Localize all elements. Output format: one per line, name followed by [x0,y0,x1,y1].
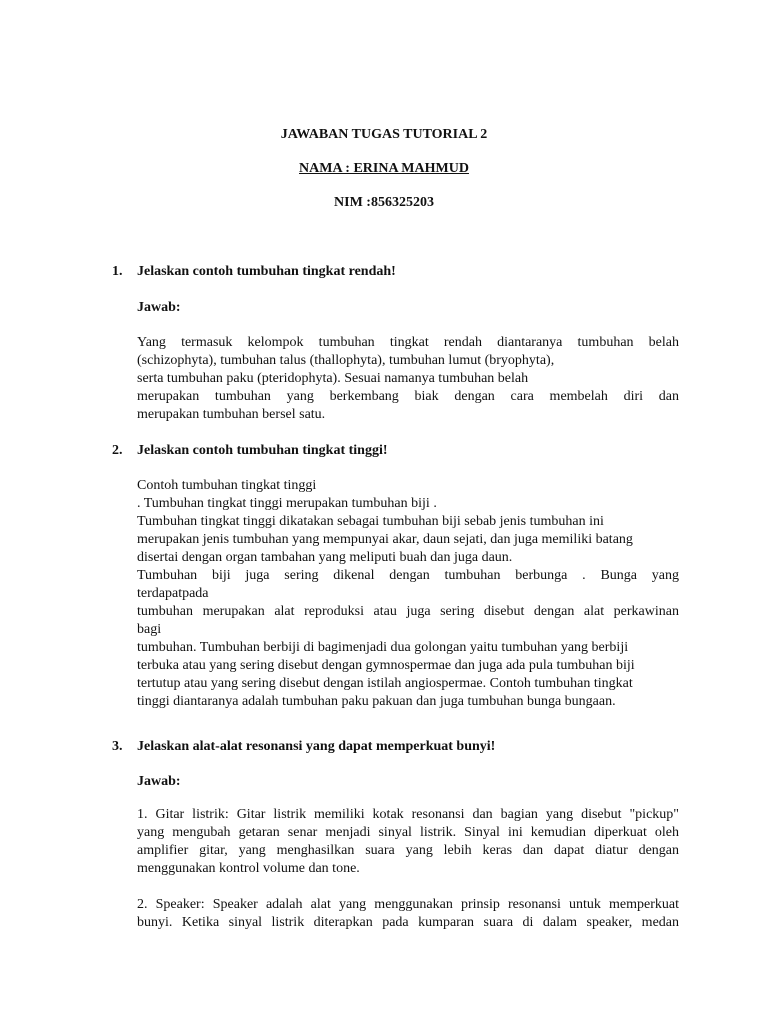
answer-1-body [137,334,679,424]
answer-line: merupakan jenis tumbuhan yang mempunyai akar, daun sejati, dan juga memiliki batang [137,532,633,547]
student-name: NAMA : ERINA MAHMUD [299,161,469,176]
answer-line: Contoh tumbuhan tingkat tinggi [137,478,317,493]
answer-line: Tumbuhan tingkat tinggi dikatakan sebagai tumbuhan biji sebab jenis tumbuhan ini [137,514,604,529]
answer-line: tertutup atau yang sering disebut dengan istilah angiospermae. Contoh tumbuhan tingkat [137,676,633,691]
answer-label: Jawab: [137,774,181,789]
answer-line: terbuka atau yang sering disebut dengan gymnospermae dan juga ada pula tumbuhan biji [137,658,635,673]
answer-line: 2. Speaker: Speaker adalah alat yang menggunakan prinsip resonansi untuk memperkuat [137,897,679,912]
answer-line: Tumbuhan biji juga sering dikenal dengan tumbuhan berbunga . Bunga yang [137,568,679,583]
answer-line: (schizophyta), tumbuhan talus (thallophyta), tumbuhan lumut (bryophyta), [137,353,555,368]
answer-3-para-1 [137,806,679,878]
answer-line: Yang termasuk kelompok tumbuhan tingkat rendah diantaranya tumbuhan belah [137,335,679,350]
question-text: Jelaskan alat-alat resonansi yang dapat memperkuat bunyi! [137,739,496,754]
student-nim: NIM :856325203 [334,195,434,210]
answer-line: amplifier gitar, yang menghasilkan suara yang lebih keras dan dapat diatur dengan [137,843,679,858]
answer-line: merupakan tumbuhan yang berkembang biak dengan cara membelah diri dan [137,389,679,404]
answer-line: tumbuhan. Tumbuhan berbiji di bagimenjadi dua golongan yaitu tumbuhan yang berbiji [137,640,629,655]
question-text: Jelaskan contoh tumbuhan tingkat tinggi! [137,443,388,458]
answer-line: tumbuhan merupakan alat reproduksi atau juga sering disebut dengan alat perkawinan [137,604,679,619]
answer-3-para-2 [137,896,679,932]
answer-line: 1. Gitar listrik: Gitar listrik memiliki kotak resonansi dan bagian yang disebut "pickup" [137,807,679,822]
answer-line: terdapatpada [137,586,209,601]
question-number: 3. [112,739,123,754]
answer-2-body [137,477,679,711]
answer-label: Jawab: [137,300,181,315]
question-number: 2. [112,443,123,458]
answer-line: bagi [137,622,162,637]
answer-line: menggunakan kontrol volume dan tone. [137,861,360,876]
answer-line: disertai dengan organ tambahan yang meliputi buah dan juga daun. [137,550,513,565]
answer-line: bunyi. Ketika sinyal listrik diterapkan pada kumparan suara di dalam speaker, medan [137,915,679,930]
answer-line: yang mengubah getaran senar menjadi sinyal listrik. Sinyal ini kemudian diperkuat oleh [137,825,679,840]
answer-line: tinggi diantaranya adalah tumbuhan paku pakuan dan juga tumbuhan bunga bungaan. [137,694,616,709]
question-number: 1. [112,264,123,279]
answer-line: serta tumbuhan paku (pteridophyta). Sesuai namanya tumbuhan belah [137,371,529,386]
answer-line: . Tumbuhan tingkat tinggi merupakan tumbuhan biji . [137,496,437,511]
document-title: JAWABAN TUGAS TUTORIAL 2 [280,127,488,142]
answer-line: merupakan tumbuhan bersel satu. [137,407,326,422]
question-text: Jelaskan contoh tumbuhan tingkat rendah! [137,264,396,279]
